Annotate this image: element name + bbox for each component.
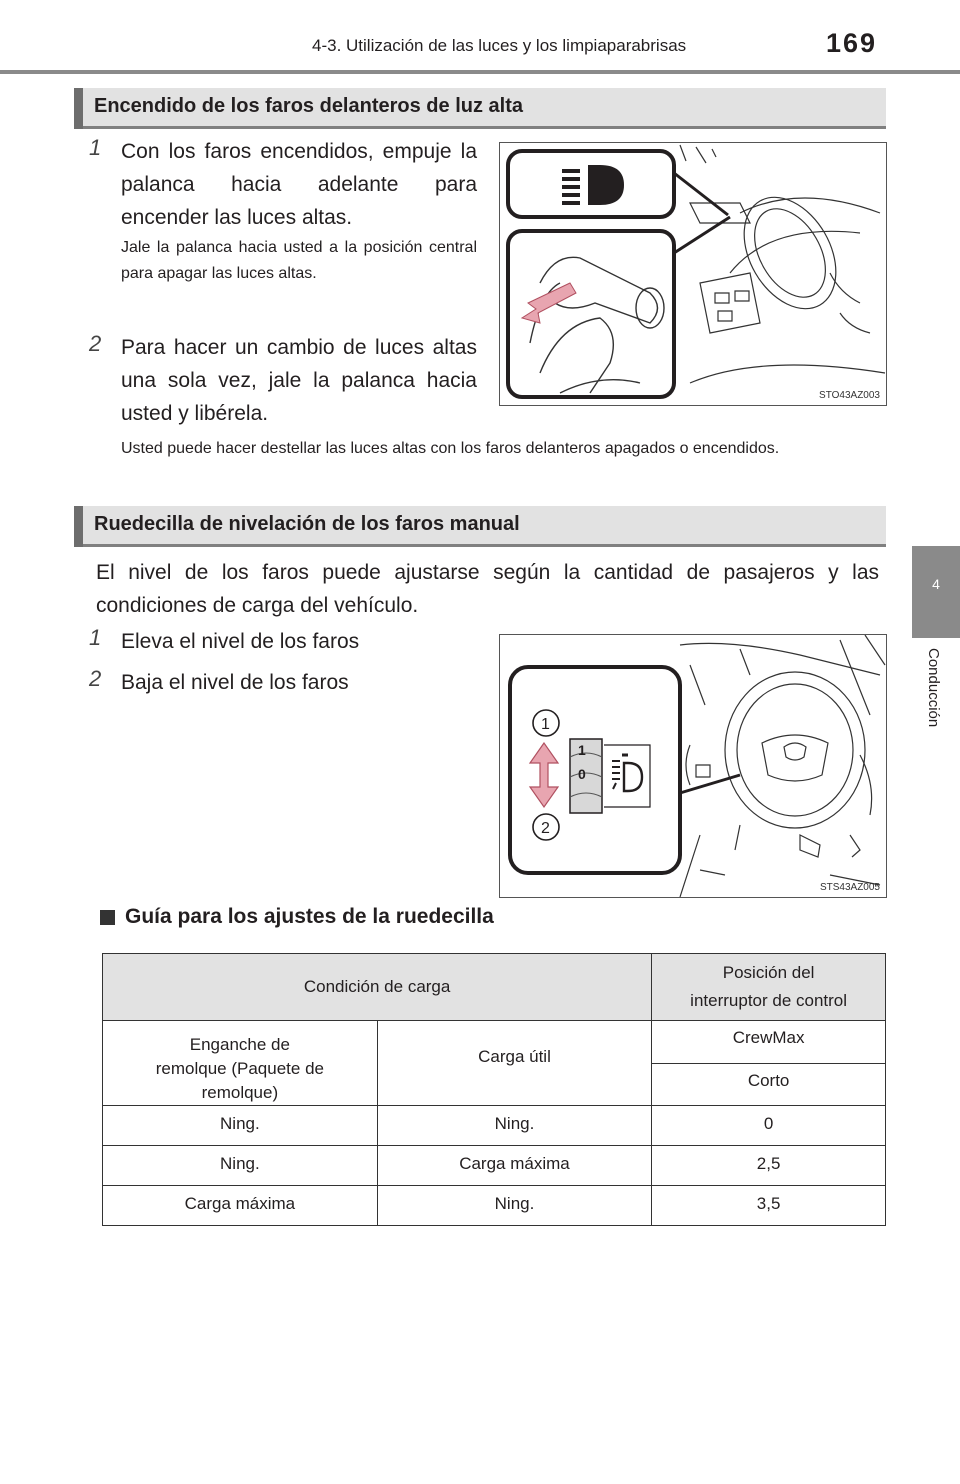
svg-text:2: 2 [89, 666, 102, 690]
headlight-lever-icon [500, 143, 886, 405]
leveling-dial-illustration [499, 634, 887, 898]
leveling-dial-icon [500, 635, 886, 897]
table-row [103, 1186, 886, 1226]
item-1-icon [86, 625, 108, 649]
table-header-row [103, 954, 886, 1021]
callout-lower: 2 [541, 820, 550, 837]
subheader-payload: Carga útil [377, 1021, 651, 1106]
cell-payload: Ning. [377, 1186, 651, 1226]
header-rule [0, 70, 960, 74]
step-2-note: Usted puede hacer destellar las luces altas con los faros delanteros apagados o encendidos. [121, 440, 780, 457]
cell-position: 2,5 [652, 1146, 886, 1186]
header-load-condition: Condición de carga [103, 954, 652, 1021]
step-2-text: Para hacer un cambio de luces altas una sola vez, jale la palanca hacia usted y libérela. [121, 336, 477, 425]
chapter-tab-number: 4 [932, 576, 940, 592]
leveling-intro: El nivel de los faros puede ajustarse según la cantidad de pasajeros y las condiciones de carga del vehículo. [96, 561, 879, 617]
subheader-crewmax: CrewMax [652, 1021, 886, 1064]
chapter-tab-label: Conducción [925, 648, 942, 728]
callout-raise: 1 [541, 716, 550, 733]
step-1-icon [86, 135, 108, 159]
section-heading-leveling-dial: Ruedecilla de nivelación de los faros manual [74, 506, 886, 547]
section-heading-high-beam: Encendido de los faros delanteros de luz alta [74, 88, 886, 129]
item-2-icon [86, 666, 108, 690]
subheader-trailer: Enganche de remolque (Paquete de remolque) [103, 1021, 378, 1106]
step-2-icon [86, 331, 108, 355]
cell-trailer: Carga máxima [103, 1186, 378, 1226]
svg-text:2: 2 [89, 331, 102, 355]
cell-payload: Carga máxima [377, 1146, 651, 1186]
figure-code: STO43AZ003 [819, 390, 880, 401]
cell-trailer: Ning. [103, 1106, 378, 1146]
header-switch-position: Posición del interruptor de control [652, 954, 886, 1021]
cell-position: 0 [652, 1106, 886, 1146]
step-1-text: Con los faros encendidos, empuje la palanca hacia adelante para encender las luces altas. [121, 140, 477, 229]
subheader-short: Corto [652, 1063, 886, 1106]
item-2-text: Baja el nivel de los faros [121, 671, 349, 694]
svg-text:1: 1 [89, 625, 102, 649]
cell-position: 3,5 [652, 1186, 886, 1226]
figure-code: STS43AZ005 [819, 882, 880, 893]
step-1-note: Jale la palanca hacia usted a la posición central para apagar las luces altas. [121, 239, 477, 282]
chapter-tab [912, 546, 960, 638]
dial-mark-top: 1 [578, 742, 586, 758]
table-row [103, 1146, 886, 1186]
dial-mark-zero: 0 [578, 766, 586, 782]
cell-trailer: Ning. [103, 1146, 378, 1186]
table-subheader-row [103, 1021, 886, 1064]
item-1-text: Eleva el nivel de los faros [121, 630, 360, 653]
high-beam-lever-illustration [499, 142, 887, 406]
page-number: 169 [826, 28, 878, 58]
guide-heading: Guía para los ajustes de la ruedecilla [125, 905, 494, 928]
cell-payload: Ning. [377, 1106, 651, 1146]
bullet-square-icon [100, 910, 115, 925]
svg-text:1: 1 [89, 135, 102, 159]
chapter-title: 4-3. Utilización de las luces y los limpiaparabrisas [312, 36, 687, 55]
table-row [103, 1106, 886, 1146]
dial-settings-table [102, 953, 886, 1226]
